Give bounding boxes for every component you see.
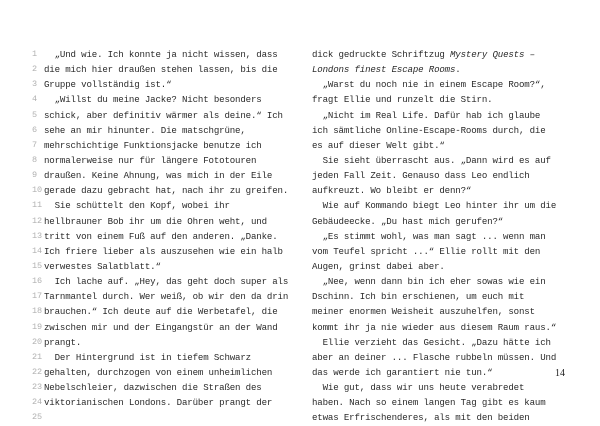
line-number: 2: [32, 64, 37, 75]
text-line: [32, 365, 300, 380]
text-line: [32, 92, 300, 107]
line-number: 16: [32, 276, 42, 287]
line-text: Dschinn. Ich bin erschienen, um euch mit: [312, 291, 525, 303]
text-line: [312, 183, 570, 198]
line-number: 21: [32, 351, 42, 362]
text-line: [312, 395, 570, 410]
text-line: [32, 168, 300, 183]
line-text: Gebäudeecke. „Du hast mich gerufen?“: [312, 215, 504, 227]
line-text: dick gedruckte Schriftzug: [312, 49, 450, 60]
text-line: [312, 47, 570, 62]
text-line: [312, 304, 570, 319]
text-line: [312, 229, 570, 244]
line-text: Augen, grinst dabei aber.: [312, 260, 445, 272]
text-line: [312, 108, 570, 123]
line-number: 4: [32, 94, 37, 105]
line-text: Nebelschleier, dazwischen die Straßen des: [44, 382, 262, 394]
line-text: meiner enormen Weisheit auszuhelfen, sonst: [312, 306, 535, 318]
line-text: die mich hier draußen stehen lassen, bis die: [44, 64, 278, 76]
text-line: [32, 153, 300, 168]
line-number: 19: [32, 321, 42, 332]
book-title-italic: Mystery Quests –: [450, 49, 535, 60]
text-line: [32, 380, 300, 395]
line-text: aber an deiner ... Flasche rubbeln müssen. Und: [312, 351, 557, 363]
text-line: [312, 335, 570, 350]
text-line: [312, 62, 570, 77]
line-text: Wie auf Kommando biegt Leo hinter ihr um die: [312, 200, 557, 212]
line-number: 8: [32, 154, 37, 165]
line-text: „Nee, wenn dann bin ich eher sowas wie ein: [312, 276, 546, 288]
page-number: 14: [555, 368, 565, 379]
text-line: [32, 62, 300, 77]
text-line: [32, 274, 300, 289]
text-line: [32, 244, 300, 259]
text-line: [32, 320, 300, 335]
line-number: 25: [32, 412, 42, 423]
text-line: [312, 138, 570, 153]
text-line: [32, 395, 300, 410]
line-text: jeden Fall Zeit. Genauso dass Leo endlich: [312, 170, 530, 182]
text-line: [32, 198, 300, 213]
line-number: 18: [32, 306, 42, 317]
line-text: brauchen.“ Ich deute auf die Werbetafel, die: [44, 306, 278, 318]
line-text: Ellie verzieht das Gesicht. „Dazu hätte ich: [312, 336, 551, 348]
line-text: haben. Nach so einem langen Tag gibt es kaum: [312, 397, 546, 409]
line-text: sehe an mir hinunter. Die matschgrüne,: [44, 124, 246, 136]
line-number: 13: [32, 230, 42, 241]
line-number: 17: [32, 291, 42, 302]
line-text: vom Teufel spricht ...“ Ellie rollt mit den: [312, 245, 541, 257]
text-line: [312, 410, 570, 425]
line-text: Sie sieht überrascht aus. „Dann wird es auf: [312, 154, 551, 166]
line-number: 7: [32, 139, 37, 150]
line-number: 3: [32, 79, 37, 90]
text-line: [32, 229, 300, 244]
text-line: [312, 92, 570, 107]
text-line: [32, 123, 300, 138]
text-line: [32, 335, 300, 350]
line-text: hellbrauner Bob ihr um die Ohren weht, und: [44, 215, 267, 227]
text-line: [32, 47, 300, 62]
line-text: „Es stimmt wohl, was man sagt ... wenn man: [312, 230, 546, 242]
line-number: 9: [32, 170, 37, 181]
text-line: [32, 77, 300, 92]
line-number: 10: [32, 185, 42, 196]
text-line: [312, 289, 570, 304]
line-text: Der Hintergrund ist in tiefem Schwarz: [44, 351, 251, 363]
line-text: es auf dieser Welt gibt.“: [312, 139, 445, 151]
line-text: Sie schüttelt den Kopf, wobei ihr: [44, 200, 230, 212]
text-line: [32, 183, 300, 198]
right-text-column: [312, 47, 570, 426]
line-text: „Und wie. Ich konnte ja nicht wissen, dass: [44, 49, 278, 60]
line-text: mehrschichtige Funktionsjacke benutze ich: [44, 139, 262, 151]
line-text: etwas Erfrischenderes, als mit den beiden: [312, 412, 530, 424]
line-text: Tarnmantel durch. Wer weiß, ob wir den da drin: [44, 291, 289, 303]
text-line: [32, 259, 300, 274]
line-number: 20: [32, 336, 42, 347]
line-text: ich sämtliche Online-Escape-Rooms durch, die: [312, 124, 546, 136]
line-number: 14: [32, 245, 42, 256]
book-title-italic: Londons finest Escape Rooms: [312, 64, 456, 76]
text-line: [312, 153, 570, 168]
line-number: 23: [32, 382, 42, 393]
line-text: gehalten, durchzogen von einem unheimlichen: [44, 366, 273, 378]
text-line: [312, 365, 570, 380]
line-text: Ich friere lieber als auszusehen wie ein halb: [44, 245, 283, 257]
line-text: tritt von einem Fuß auf den anderen. „Danke.: [44, 230, 278, 242]
line-text: Ich lache auf. „Hey, das geht doch super als: [44, 276, 289, 288]
line-text: fragt Ellie und runzelt die Stirn.: [312, 94, 493, 106]
line-text: zwischen mir und der Eingangstür an der Wand: [44, 321, 278, 333]
line-text: aufkreuzt. Wo bleibt er denn?“: [312, 185, 472, 197]
line-number: 22: [32, 366, 42, 377]
line-text: Wie gut, dass wir uns heute verabredet: [312, 382, 525, 394]
text-line: [312, 350, 570, 365]
line-number: 15: [32, 260, 42, 271]
text-line: [32, 214, 300, 229]
line-text: draußen. Keine Ahnung, was mich in der Eile: [44, 170, 273, 182]
text-line: [312, 244, 570, 259]
text-line: [32, 138, 300, 153]
line-number: 12: [32, 215, 42, 226]
line-text: „Willst du meine Jacke? Nicht besonders: [44, 94, 262, 106]
line-text: kommt ihr ja nie wieder aus diesem Raum raus.“: [312, 321, 557, 333]
line-text: das werde ich garantiert nie tun.“: [312, 366, 493, 378]
line-number: 1: [32, 49, 37, 59]
left-text-column: [32, 47, 300, 426]
line-number: 6: [32, 124, 37, 135]
text-line: [32, 350, 300, 365]
text-line: [32, 410, 300, 425]
line-text: .: [455, 64, 461, 76]
line-text: schick, aber definitiv wärmer als deine.“ Ich: [44, 109, 283, 121]
text-line: [32, 108, 300, 123]
line-text: verwestes Salatblatt.“: [44, 260, 161, 272]
line-text: „Nicht im Real Life. Dafür hab ich glaube: [312, 109, 541, 121]
line-number: 11: [32, 200, 42, 211]
text-line: [312, 320, 570, 335]
text-line: [32, 304, 300, 319]
line-number: 5: [32, 109, 37, 120]
text-line: [312, 123, 570, 138]
line-text: viktorianischen Londons. Darüber prangt der: [44, 397, 273, 409]
text-line: [312, 274, 570, 289]
line-text: prangt.: [44, 336, 82, 348]
text-line: [32, 289, 300, 304]
text-line: [312, 214, 570, 229]
text-line: [312, 168, 570, 183]
line-text: normalerweise nur für längere Fototouren: [44, 154, 257, 166]
text-line: [312, 259, 570, 274]
text-line: [312, 198, 570, 213]
text-line: [312, 77, 570, 92]
line-text: Gruppe vollständig ist.“: [44, 79, 172, 91]
line-text: gerade dazu gebracht hat, nach ihr zu greifen.: [44, 185, 289, 197]
line-number: 24: [32, 397, 42, 408]
text-line: [312, 380, 570, 395]
line-text: „Warst du noch nie in einem Escape Room?“,: [312, 79, 546, 91]
